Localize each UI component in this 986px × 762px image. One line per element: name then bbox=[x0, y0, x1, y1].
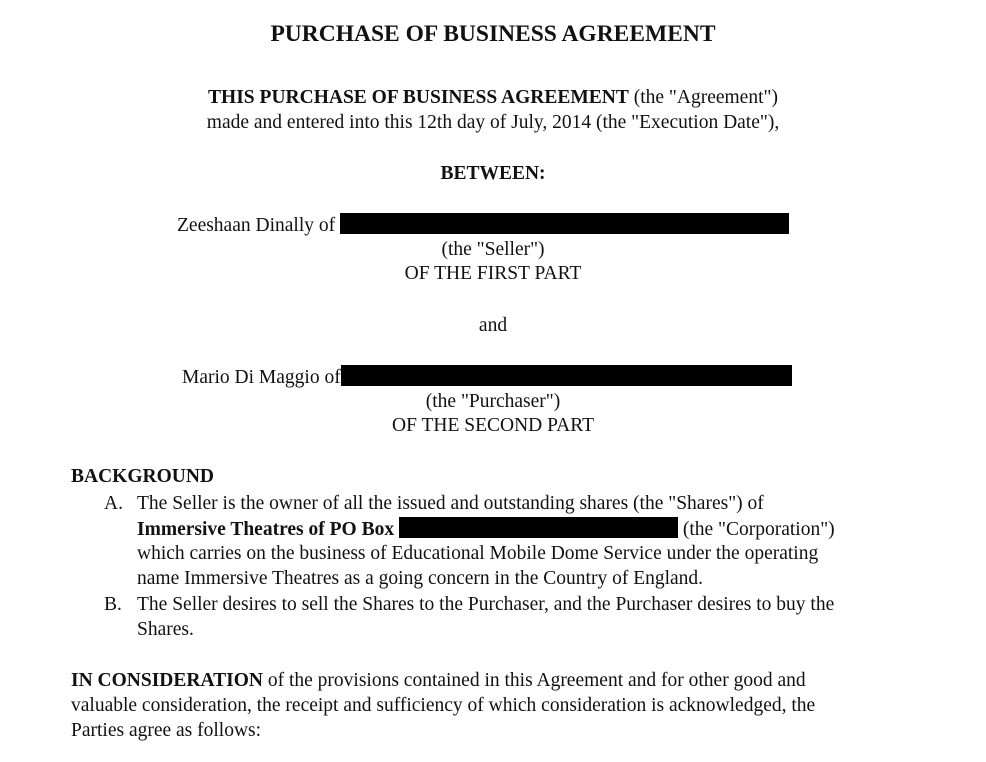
consideration-line-2: valuable consideration, the receipt and sufficiency of which consideration is acknowledged, the bbox=[71, 695, 816, 716]
background-heading: BACKGROUND bbox=[71, 466, 215, 487]
purchaser-address-redaction bbox=[341, 365, 792, 386]
between-label: BETWEEN: bbox=[440, 163, 546, 184]
purchaser-name: Mario Di Maggio of bbox=[182, 367, 341, 388]
and-label: and bbox=[478, 315, 508, 336]
seller-part: OF THE FIRST PART bbox=[404, 263, 582, 284]
seller-name-line bbox=[177, 213, 789, 238]
document-title: PURCHASE OF BUSINESS AGREEMENT bbox=[270, 21, 716, 47]
background-item-marker: B. bbox=[104, 594, 122, 615]
background-item-a-line-4: name Immersive Theatres as a going concern in the Country of England. bbox=[137, 568, 704, 589]
intro-line-1 bbox=[0, 86, 986, 110]
consideration-line-1: IN CONSIDERATION of the provisions contained in this Agreement and for other good and bbox=[71, 670, 806, 691]
consideration-line-3: Parties agree as follows: bbox=[71, 720, 262, 741]
intro-lead-rest: (the "Agreement") bbox=[628, 87, 778, 108]
background-item-a-line-1: The Seller is the owner of all the issued and outstanding shares (the "Shares") of bbox=[137, 493, 764, 514]
background-item-b-line-2: Shares. bbox=[137, 619, 194, 640]
seller-role: (the "Seller") bbox=[441, 239, 545, 260]
consideration-lead-bold: IN CONSIDERATION bbox=[71, 670, 263, 691]
background-item-marker: A. bbox=[104, 493, 123, 514]
corporation-address-redaction bbox=[399, 517, 678, 538]
corporation-name: Immersive Theatres of PO Box bbox=[137, 519, 399, 540]
seller-name: Zeeshaan Dinally of bbox=[177, 215, 340, 236]
purchaser-name-line bbox=[182, 365, 792, 390]
background-item-a-line-2 bbox=[137, 517, 835, 542]
purchaser-part: OF THE SECOND PART bbox=[392, 415, 594, 436]
purchaser-role: (the "Purchaser") bbox=[425, 391, 561, 412]
intro-lead-bold: THIS PURCHASE OF BUSINESS AGREEMENT bbox=[208, 87, 629, 108]
corporation-label: (the "Corporation") bbox=[677, 519, 835, 540]
background-item-b-line-1: The Seller desires to sell the Shares to the Purchaser, and the Purchaser desires to buy the bbox=[137, 594, 835, 615]
seller-address-redaction bbox=[340, 213, 789, 234]
background-item-a-line-3: which carries on the business of Educational Mobile Dome Service under the operating bbox=[137, 543, 819, 564]
intro-line-2: made and entered into this 12th day of July, 2014 (the "Execution Date"), bbox=[206, 112, 780, 133]
